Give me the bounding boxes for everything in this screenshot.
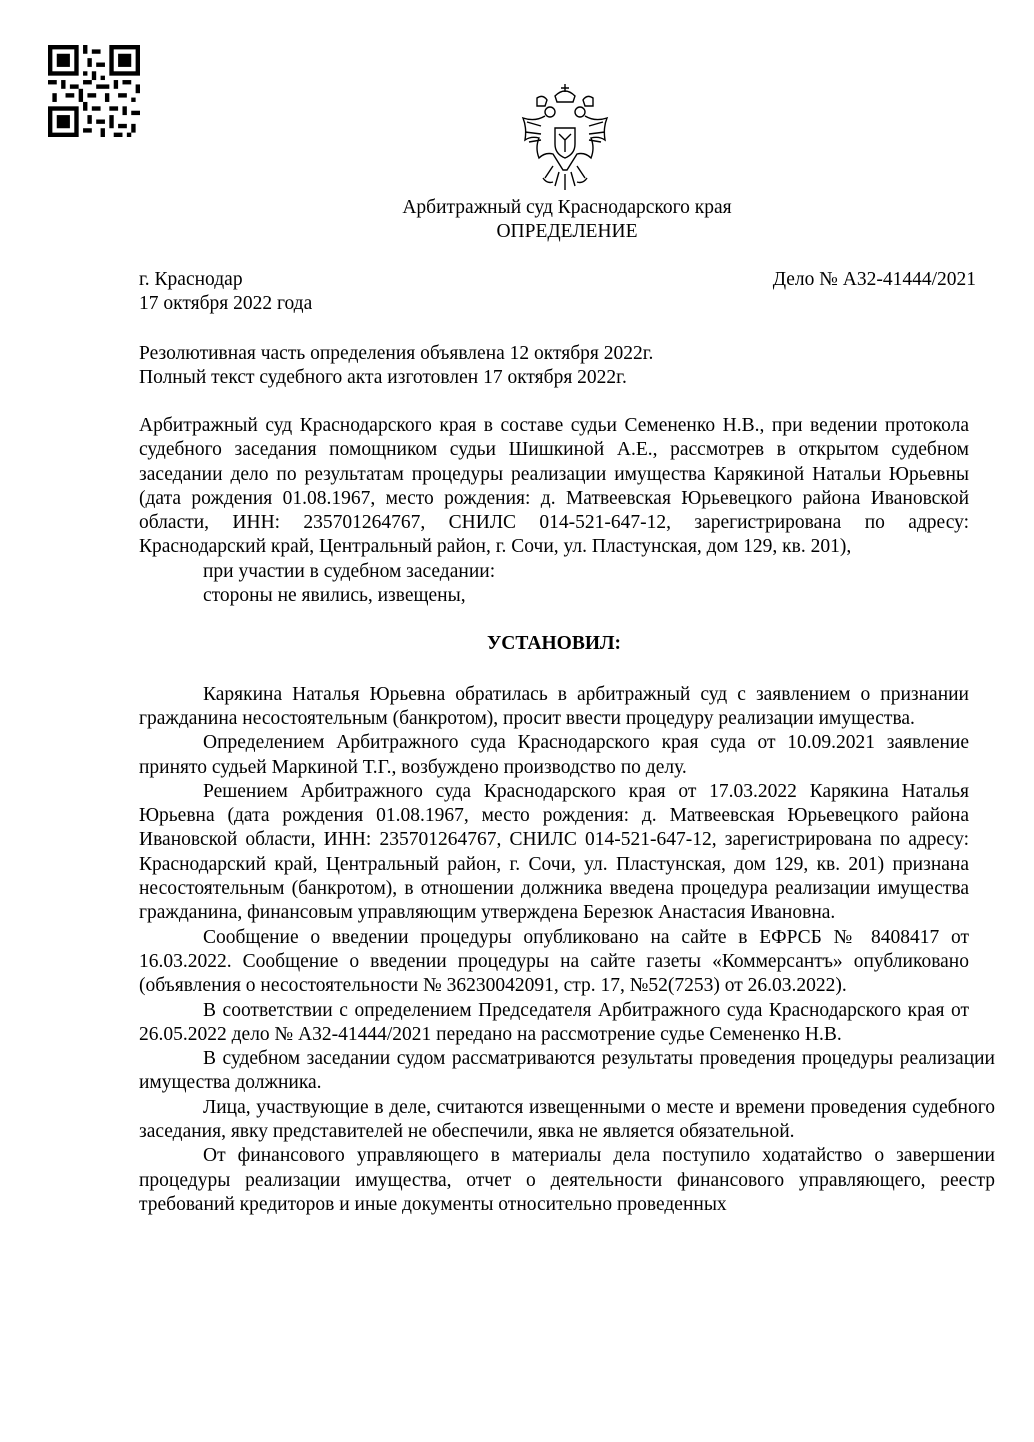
body-paragraph: Карякина Наталья Юрьевна обратилась в арбитражный суд с заявлением о признании гражданина несостоятельным (банкротом), просит ввести процедуру реализации имущества. [139, 683, 969, 729]
city: г. Краснодар [139, 269, 243, 290]
body-paragraph: От финансового управляющего в материалы дела поступило ходатайство о завершении процедуры реализации имущества, отчет о деятельности финансового управляющего, реестр требований кредиторов и иные документы относительно проведенных [139, 1145, 995, 1215]
body-paragraph: Определением Арбитражного суда Краснодарского края суда от 10.09.2021 заявление принято судьей Маркиной Т.Г., возбуждено производство по делу. [139, 732, 969, 778]
body-paragraph: В судебном заседании судом рассматриваются результаты проведения процедуры реализации имущества должника. [139, 1048, 995, 1094]
resolution-note: Резолютивная часть определения объявлена 12 октября 2022г. [139, 343, 654, 364]
document-title: ОПРЕДЕЛЕНИЕ [496, 221, 638, 242]
parties-line: стороны не явились, извещены, [203, 585, 466, 607]
coat-of-arms-icon [515, 82, 615, 194]
document-body [139, 414, 995, 1217]
body-paragraph: Лица, участвующие в деле, считаются извещенными о месте и времени проведения судебного заседания, явку представителей не обеспечили, явка не является обязательной. [139, 1096, 995, 1143]
intro-paragraph: Арбитражный суд Краснодарского края в составе судьи Семененко Н.В., при ведении протокола судебного заседания помощником судьи Шишкиной А.Е., рассмотрев в открытом судебном заседании дело по результатам процедуры реализации имущества Карякиной Натальи Юрьевны (дата рождения 01.08.1967, место рождения: д. Матвеевская Юрьевецкого района Ивановской области, ИНН: 235701264767, СНИЛС 014-521-647-12, зарегистрирована по адресу: Краснодарский край, Центральный район, г. Сочи, ул. Пластунская, дом 129, кв. 201), [139, 415, 969, 558]
case-number: Дело № А32-41444/2021 [772, 269, 976, 290]
body-paragraph: Сообщение о введении процедуры опубликовано на сайте в ЕФРСБ № 8408417 от 16.03.2022. Сообщение о введении процедуры на сайте газеты «Коммерсантъ» опубликовано (объявления о несостоятельности № 36230042091, стр. 17, №52(7253) от 26.03.2022). [139, 926, 969, 997]
section-heading: УСТАНОВИЛ: [486, 633, 622, 655]
participation-line: при участии в судебном заседании: [203, 560, 496, 582]
full-text-note: Полный текст судебного акта изготовлен 17 октября 2022г. [139, 367, 627, 388]
body-paragraph: В соответствии с определением Председателя Арбитражного суда Краснодарского края от 26.05.2022 дело № А32-41444/2021 передано на рассмотрение судье Семененко Н.В. [139, 999, 969, 1045]
document-date: 17 октября 2022 года [139, 293, 313, 314]
body-paragraph: Решением Арбитражного суда Краснодарского края от 17.03.2022 Карякина Наталья Юрьевна (дата рождения 01.08.1967, место рождения: д. Матвеевская Юрьевецкого района Ивановской области, ИНН: 235701264767, СНИЛС 014-521-647-12, зарегистрирована по адресу: Краснодарский край, Центральный район, г. Сочи, ул. Пластунская, дом 129, кв. 201) признана несостоятельным (банкротом), в отношении должника введена процедура реализации имущества гражданина, финансовым управляющим утверждена Березюк Анастасия Ивановна. [139, 780, 969, 924]
court-name: Арбитражный суд Краснодарского края [402, 197, 732, 218]
qr-code-icon [48, 45, 140, 137]
